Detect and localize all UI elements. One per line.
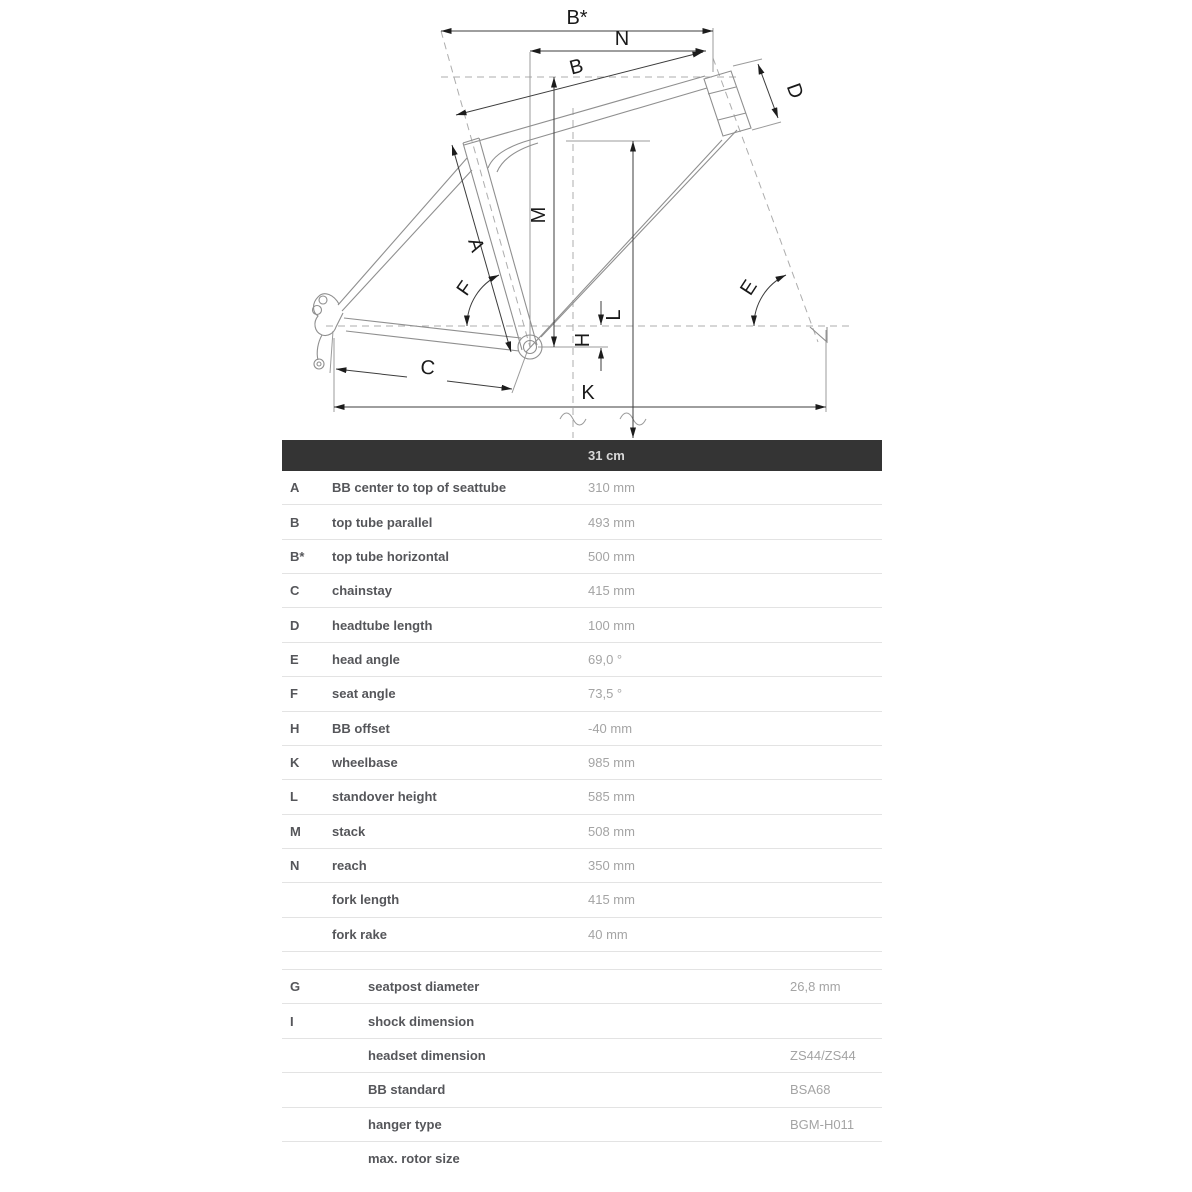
row-value: -40 mm [588,720,633,736]
table-row [282,643,882,677]
row-letter: A [290,480,300,496]
row-letter: M [290,823,301,839]
table-row [282,780,882,814]
table-row [282,1038,882,1072]
table-row [282,712,882,746]
row-letter: E [290,651,299,667]
row-label: chainstay [332,583,392,599]
size-header-label: 31 cm [588,448,625,463]
row-label: BB center to top of seattube [332,480,507,496]
row-value: 585 mm [588,789,635,805]
components-table-body [282,969,882,1175]
frame-geometry-diagram [0,0,1192,450]
table-row [282,540,882,574]
row-label: headset dimension [368,1048,486,1063]
dim-label-stack: M [528,206,550,224]
row-label: wheelbase [332,755,398,771]
row-value: 73,5 ° [588,686,623,702]
row-value: 69,0 ° [588,651,623,667]
row-label: max. rotor size [368,1151,460,1167]
dim-label-bb-offset: H [572,332,594,348]
row-label: seatpost diameter [368,979,480,995]
table-row [282,918,882,952]
table-row [282,1107,882,1141]
row-label: hanger type [368,1116,442,1132]
row-letter: K [290,755,300,771]
bike-frame-drawing [313,71,828,369]
table-row [282,1003,882,1037]
dim-label-seattube-length: A [463,235,489,255]
table-row [282,471,882,505]
row-letter: H [290,720,300,736]
row-letter: L [290,789,298,805]
table-row [282,677,882,711]
row-label: BB offset [332,720,390,736]
dim-label-head-angle: E [736,276,762,300]
row-label: top tube parallel [332,514,433,530]
row-label: reach [332,858,367,874]
front-dropout-mark [810,327,827,342]
table-row [282,883,882,917]
dimension-lines [334,31,826,438]
size-column-header [282,440,882,471]
table-row [282,746,882,780]
dimension-labels [419,7,807,404]
table-row [282,815,882,849]
row-value: BGM-H011 [790,1116,855,1132]
dim-label-chainstay: C [419,356,436,380]
row-label: headtube length [332,617,433,633]
dim-label-top-tube-parallel: B [567,54,586,80]
row-value: 310 mm [588,480,635,496]
table-row [282,608,882,642]
row-value: ZS44/ZS44 [790,1048,856,1063]
row-label: BB standard [368,1082,446,1098]
row-value: 985 mm [588,755,635,771]
row-letter: G [290,979,301,995]
row-letter: C [290,583,300,599]
row-value: 493 mm [588,514,635,530]
geometry-table [282,440,882,1175]
row-label: fork length [332,892,400,908]
row-letter: I [290,1013,294,1029]
table-row [282,574,882,608]
row-label: standover height [332,789,437,805]
table-section-gap [282,952,882,969]
dim-label-wheelbase: K [581,382,595,404]
row-value: 40 mm [588,926,628,942]
row-label: shock dimension [368,1013,475,1029]
row-label: stack [332,823,366,839]
table-row [282,849,882,883]
row-letter: N [290,858,300,874]
table-row [282,969,882,1003]
row-label: top tube horizontal [332,548,449,564]
row-value: 508 mm [588,823,635,839]
row-value: 500 mm [588,548,635,564]
row-value: 26,8 mm [790,979,841,995]
row-letter: B* [290,548,305,564]
table-row [282,1141,882,1175]
row-value: 415 mm [588,892,635,908]
row-label: fork rake [332,926,387,942]
row-letter: F [290,686,298,702]
dim-label-standover: L [603,309,625,321]
row-letter: D [290,617,300,633]
geometry-table-body [282,471,882,952]
row-value: 100 mm [588,617,635,633]
row-label: seat angle [332,686,396,702]
dim-label-top-tube-horizontal: B* [566,7,588,29]
dim-label-seat-angle: F [452,277,478,300]
row-value: 350 mm [588,858,635,874]
table-row [282,505,882,539]
construction-solid-lines [330,28,826,425]
row-label: head angle [332,651,400,667]
row-value: 415 mm [588,583,635,599]
dim-label-reach: N [614,28,630,50]
dim-label-headtube-length: D [781,80,808,102]
row-letter: B [290,514,300,530]
table-row [282,1072,882,1106]
row-value: BSA68 [790,1082,831,1098]
